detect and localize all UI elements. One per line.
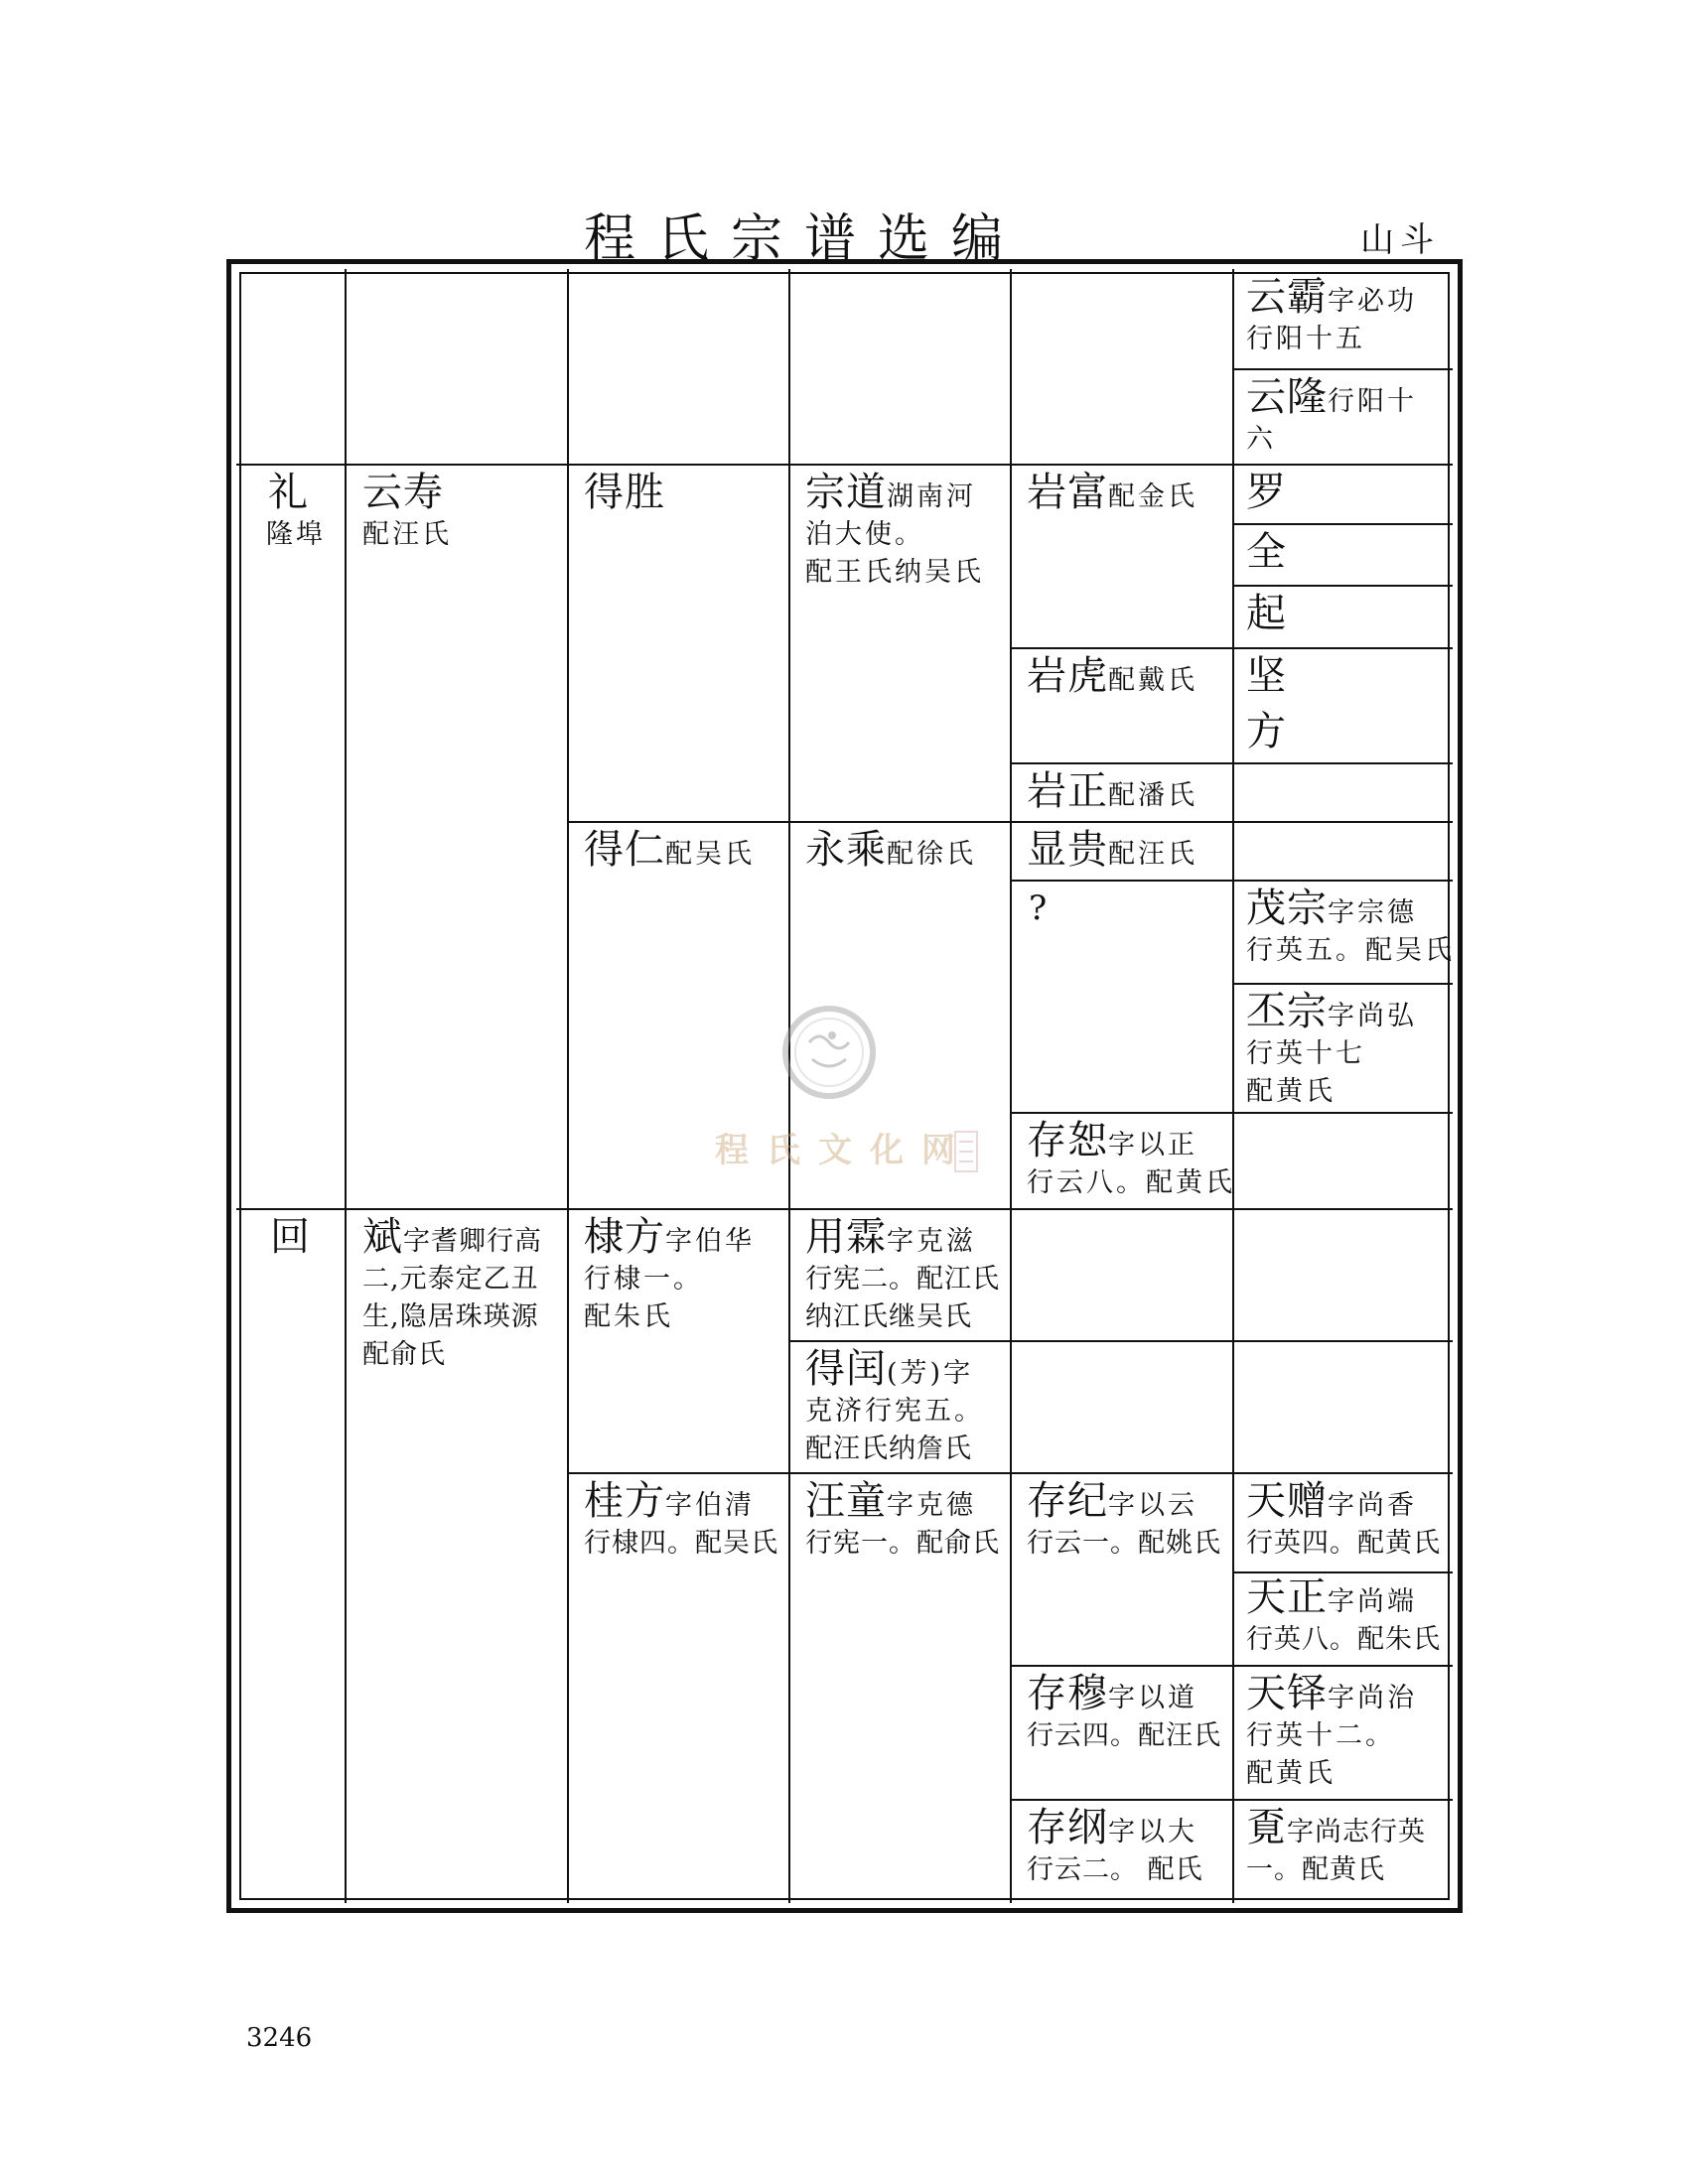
row-line bbox=[1010, 762, 1453, 764]
person-name: 桂方 bbox=[584, 1478, 665, 1524]
person-note: 生,隐居珠瑛源 bbox=[362, 1301, 539, 1332]
person-name: 岩富 bbox=[1027, 470, 1108, 515]
person-note: 字宗德 bbox=[1328, 897, 1417, 928]
person-name: 云寿 bbox=[362, 470, 444, 515]
person-name: 岩虎 bbox=[1027, 653, 1108, 699]
person-note: 克济行宪五。 bbox=[805, 1396, 984, 1427]
entry bbox=[805, 1346, 984, 1468]
person-name: 起 bbox=[1246, 591, 1287, 636]
row-line bbox=[1232, 1571, 1453, 1573]
entry bbox=[362, 1214, 542, 1374]
unknown-name-mark: ? bbox=[1029, 888, 1049, 928]
person-name: 得闰 bbox=[805, 1346, 887, 1392]
person-note: 配黄氏 bbox=[1246, 1758, 1336, 1789]
person-note: 行棣一。 bbox=[584, 1264, 703, 1295]
entry bbox=[1246, 470, 1287, 516]
person-note: 字克滋 bbox=[887, 1226, 976, 1257]
person-name: 存穆 bbox=[1027, 1671, 1108, 1716]
entry bbox=[805, 1214, 1000, 1336]
entry bbox=[1027, 653, 1197, 700]
entry bbox=[805, 1478, 1000, 1563]
person-note: 字尚治 bbox=[1328, 1683, 1417, 1713]
person-name: 汪童 bbox=[805, 1478, 887, 1524]
person-name: 回 bbox=[270, 1214, 311, 1260]
person-name: 存恕 bbox=[1027, 1118, 1108, 1163]
row-line bbox=[1010, 647, 1453, 649]
entry bbox=[584, 827, 755, 874]
person-note: 配汪氏纳詹氏 bbox=[805, 1433, 972, 1464]
person-name: 天铎 bbox=[1246, 1671, 1328, 1716]
person-name: 坚 bbox=[1246, 653, 1287, 699]
person-note: 配潘氏 bbox=[1108, 780, 1197, 811]
section-label: 山斗 bbox=[1360, 220, 1440, 260]
entry bbox=[266, 470, 326, 554]
entry bbox=[1246, 1574, 1441, 1659]
entry bbox=[1029, 889, 1048, 930]
person-name: 宗道 bbox=[805, 470, 887, 515]
person-name: 云隆 bbox=[1246, 374, 1328, 420]
person-note: 配徐氏 bbox=[887, 839, 976, 870]
watermark bbox=[715, 998, 1132, 1186]
row-line bbox=[236, 464, 1453, 466]
person-note: 字尚端 bbox=[1328, 1586, 1417, 1617]
row-line bbox=[1232, 368, 1453, 370]
entry bbox=[805, 470, 984, 592]
watermark-text: 程氏文化网 bbox=[715, 1131, 973, 1170]
person-name: 岩正 bbox=[1027, 768, 1108, 814]
entry bbox=[1027, 470, 1197, 516]
entry bbox=[1246, 529, 1287, 576]
entry bbox=[1027, 1805, 1203, 1889]
person-name: 得仁 bbox=[584, 827, 665, 873]
entry bbox=[805, 827, 976, 874]
person-name: 斌 bbox=[362, 1214, 403, 1260]
person-note: 配金氏 bbox=[1108, 481, 1197, 512]
person-note: (芳)字 bbox=[887, 1358, 974, 1389]
person-note: 行宪二。配江氏 bbox=[805, 1264, 1000, 1295]
person-note: 字以大 bbox=[1108, 1817, 1197, 1847]
entry bbox=[1027, 1478, 1221, 1563]
row-line bbox=[1010, 880, 1453, 882]
person-name: 棣方 bbox=[584, 1214, 665, 1260]
entry bbox=[362, 470, 452, 554]
person-note: 一。配黄氏 bbox=[1246, 1854, 1385, 1885]
entry bbox=[1027, 768, 1197, 815]
person-note: 字以道 bbox=[1108, 1683, 1197, 1713]
entry bbox=[270, 1214, 311, 1261]
person-note: 字以云 bbox=[1108, 1490, 1197, 1521]
person-note: 行宪一。配俞氏 bbox=[805, 1528, 1000, 1559]
person-note: 字尚香 bbox=[1328, 1490, 1417, 1521]
person-note: 六 bbox=[1246, 424, 1276, 455]
person-note: 字以正 bbox=[1108, 1130, 1197, 1160]
person-note: 字伯清 bbox=[665, 1490, 755, 1521]
page-title: 程氏宗谱选编 bbox=[584, 209, 1026, 269]
person-note: 字尚弘 bbox=[1328, 1001, 1417, 1031]
row-line bbox=[1232, 523, 1453, 525]
entry bbox=[1246, 709, 1287, 755]
person-note: 行阳十 bbox=[1328, 386, 1417, 417]
person-note: 字伯华 bbox=[665, 1226, 755, 1257]
person-name: 天正 bbox=[1246, 1574, 1328, 1620]
person-note: 配俞氏 bbox=[362, 1339, 446, 1370]
person-name: 罗 bbox=[1246, 470, 1287, 515]
person-note: 配王氏纳吴氏 bbox=[805, 557, 984, 588]
person-name: 覔 bbox=[1246, 1805, 1287, 1850]
person-note: 行阳十五 bbox=[1246, 324, 1365, 354]
person-name: 礼 bbox=[268, 470, 309, 515]
person-note: 湖南河 bbox=[887, 481, 976, 512]
person-note: 配戴氏 bbox=[1108, 665, 1197, 696]
person-note: 纳江氏继吴氏 bbox=[805, 1301, 972, 1332]
person-name: 天赠 bbox=[1246, 1478, 1328, 1524]
person-note: 字必功 bbox=[1328, 286, 1417, 317]
person-note: 行云二。 配氏 bbox=[1027, 1854, 1203, 1885]
entry bbox=[584, 470, 665, 516]
entry bbox=[584, 1214, 755, 1336]
person-note: 字耆卿行高 bbox=[403, 1226, 542, 1257]
row-line bbox=[567, 1472, 1453, 1474]
person-note: 行英四。配黄氏 bbox=[1246, 1528, 1441, 1559]
person-note: 字尚志行英 bbox=[1287, 1817, 1426, 1847]
column-line bbox=[345, 269, 347, 1903]
person-name: 显贵 bbox=[1027, 827, 1108, 873]
entry bbox=[1027, 1671, 1221, 1755]
person-note: 二,元泰定乙丑 bbox=[362, 1264, 539, 1295]
person-note: 行云四。配汪氏 bbox=[1027, 1720, 1221, 1751]
entry bbox=[1246, 989, 1417, 1111]
seal-icon bbox=[785, 1009, 873, 1096]
person-note: 行棣四。配吴氏 bbox=[584, 1528, 778, 1559]
person-name: 用霖 bbox=[805, 1214, 887, 1260]
entry bbox=[1027, 827, 1197, 874]
person-name: 永乘 bbox=[805, 827, 887, 873]
place-name: 隆埠 bbox=[266, 519, 326, 550]
column-line bbox=[1232, 269, 1234, 1903]
entry bbox=[1246, 591, 1287, 637]
page-number: 3246 bbox=[246, 2023, 313, 2053]
person-note: 行英八。配朱氏 bbox=[1246, 1624, 1441, 1655]
entry bbox=[1246, 886, 1455, 970]
person-note: 字克德 bbox=[887, 1490, 976, 1521]
person-note: 配汪氏 bbox=[1108, 839, 1197, 870]
row-line bbox=[236, 1208, 1453, 1210]
person-note: 行云八。配黄氏 bbox=[1027, 1167, 1235, 1198]
person-note: 行英五。配吴氏 bbox=[1246, 935, 1455, 966]
person-note: 行英十七 bbox=[1246, 1038, 1365, 1069]
row-line bbox=[1232, 585, 1453, 587]
entry bbox=[1246, 1671, 1417, 1793]
column-line bbox=[567, 269, 569, 1903]
entry bbox=[1246, 1805, 1426, 1889]
person-note: 配黄氏 bbox=[1246, 1076, 1336, 1107]
person-name: 存纲 bbox=[1027, 1805, 1108, 1850]
row-line bbox=[788, 1340, 1453, 1342]
person-name: 丕宗 bbox=[1246, 989, 1328, 1034]
person-name: 存纪 bbox=[1027, 1478, 1108, 1524]
entry bbox=[1246, 1478, 1441, 1563]
person-name: 得胜 bbox=[584, 470, 665, 515]
entry bbox=[1246, 374, 1417, 459]
person-note: 泊大使。 bbox=[805, 519, 924, 550]
person-name: 云霸 bbox=[1246, 274, 1328, 320]
person-name: 全 bbox=[1246, 529, 1287, 575]
entry bbox=[1246, 653, 1287, 700]
entry bbox=[1246, 274, 1417, 358]
person-note: 配汪氏 bbox=[362, 519, 452, 550]
person-note: 配吴氏 bbox=[665, 839, 755, 870]
person-note: 行云一。配姚氏 bbox=[1027, 1528, 1221, 1559]
person-name: 方 bbox=[1246, 709, 1287, 754]
row-line bbox=[1232, 983, 1453, 985]
person-note: 配朱氏 bbox=[584, 1301, 673, 1332]
row-line bbox=[567, 821, 1453, 823]
entry bbox=[584, 1478, 778, 1563]
person-name: 茂宗 bbox=[1246, 886, 1328, 931]
row-line bbox=[1010, 1665, 1453, 1667]
person-note: 行英十二。 bbox=[1246, 1720, 1395, 1751]
row-line bbox=[1010, 1799, 1453, 1801]
